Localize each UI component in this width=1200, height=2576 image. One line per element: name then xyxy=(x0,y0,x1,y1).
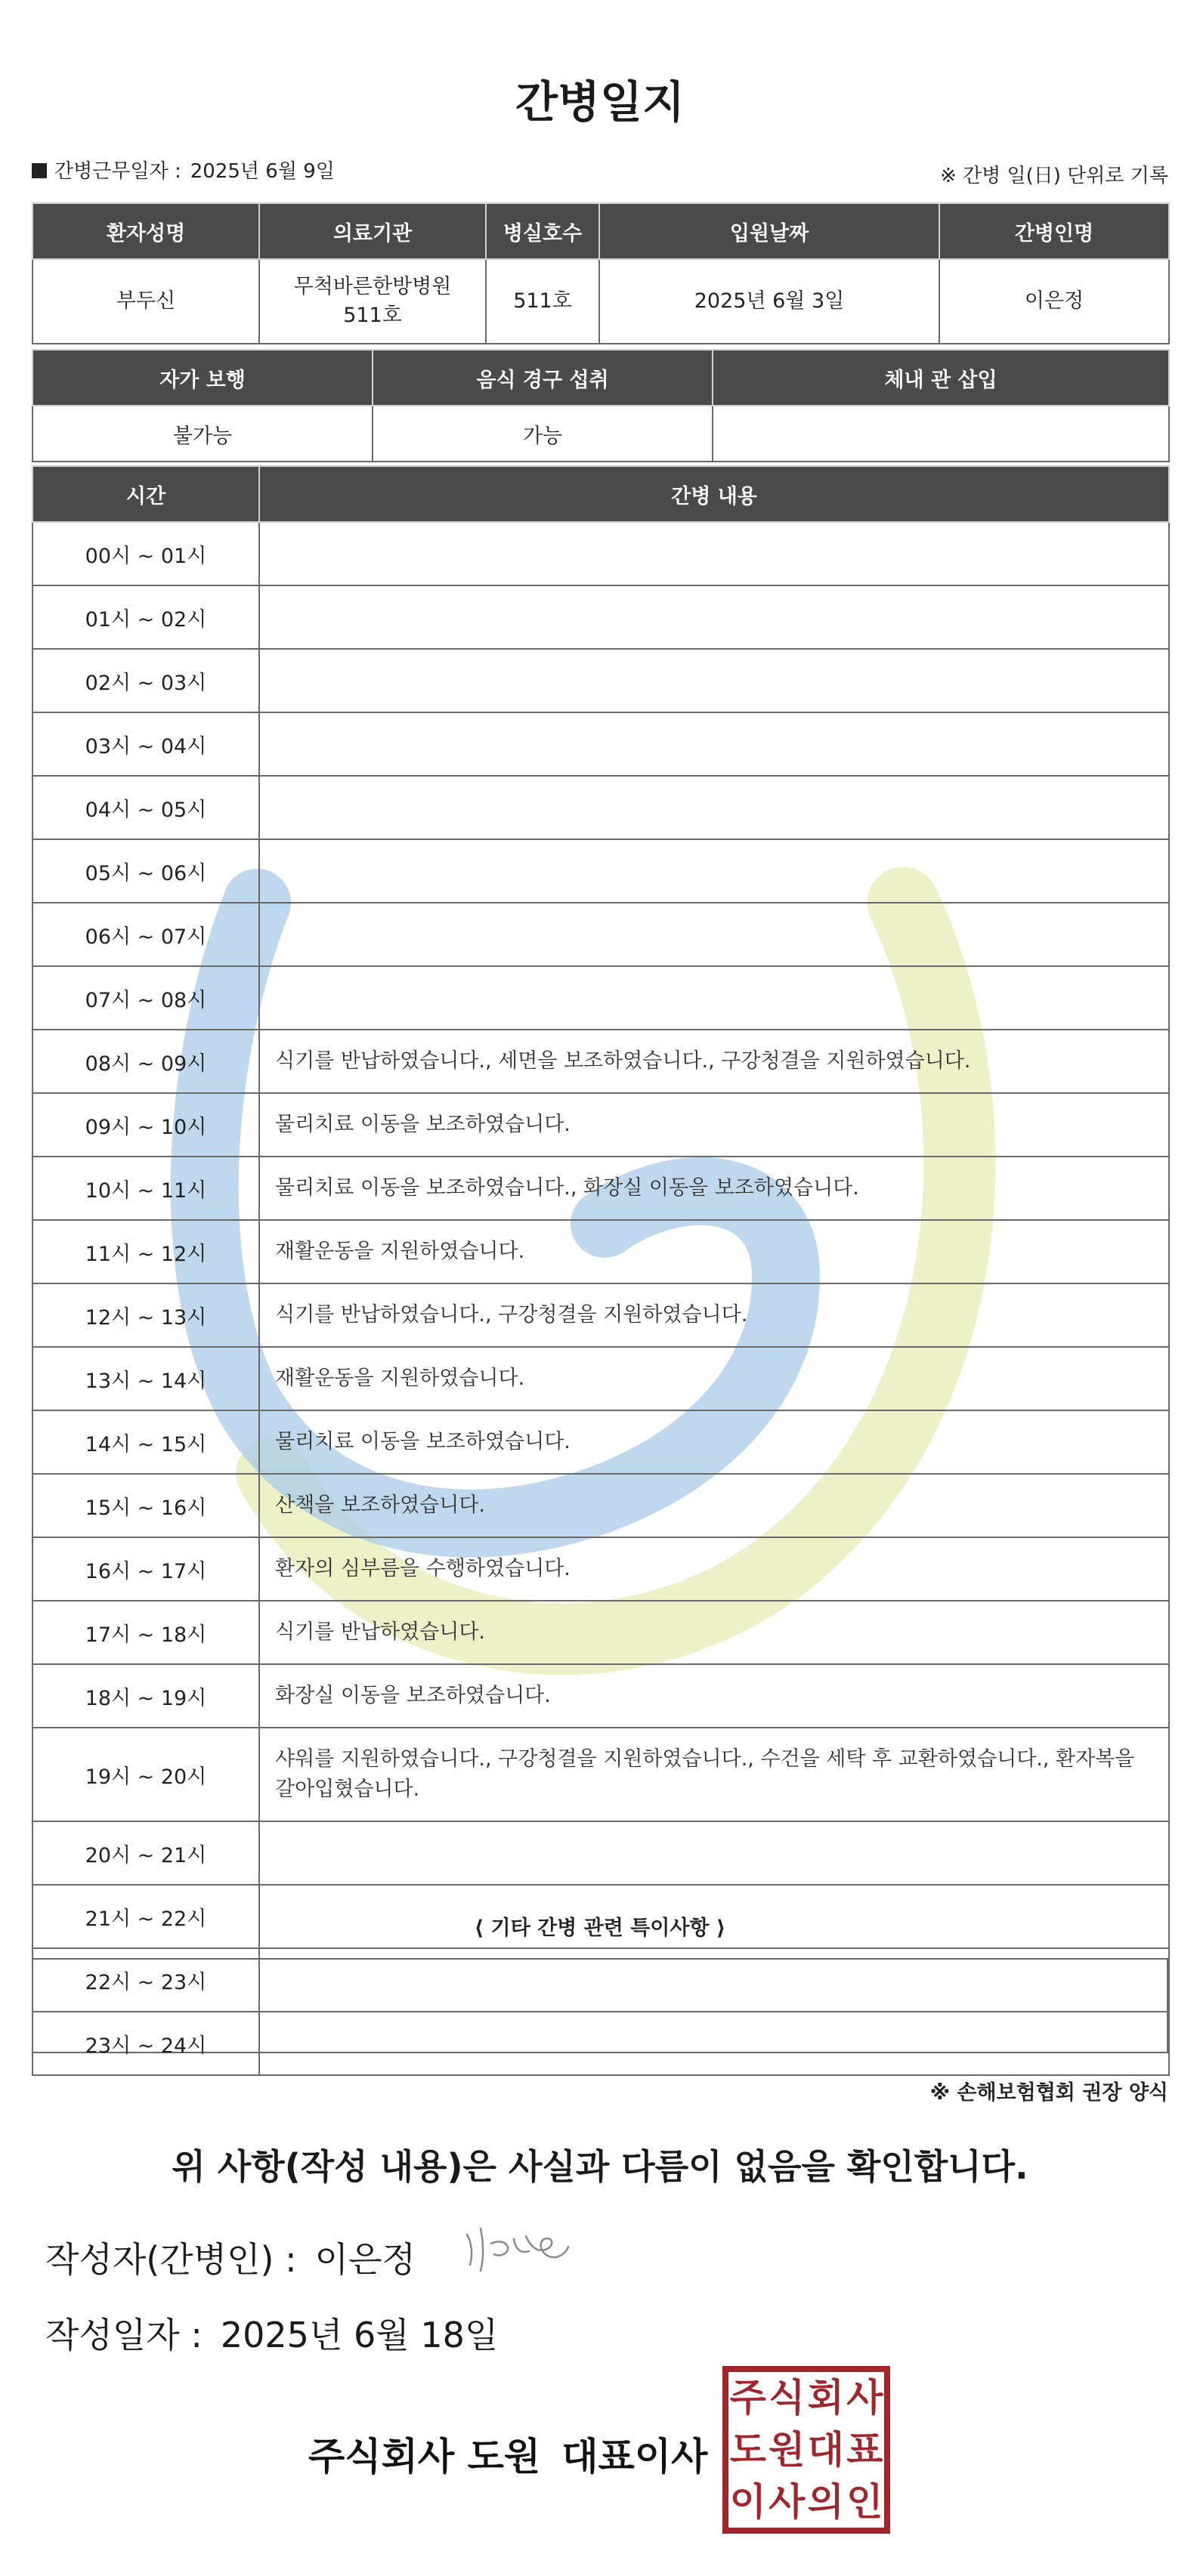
table-row xyxy=(32,649,1169,712)
header-oral-intake: 음식 경구 섭취 xyxy=(373,350,713,406)
seal-char: 인 xyxy=(846,2479,883,2524)
written-date-line xyxy=(45,2308,498,2358)
notes-title: ⟨ 기타 간병 관련 특이사항 ⟩ xyxy=(474,1917,726,1940)
seal-char: 사 xyxy=(846,2375,883,2420)
seal-char: 도 xyxy=(729,2426,766,2472)
table-row xyxy=(32,2012,1169,2075)
patient-name: 부두신 xyxy=(32,259,259,344)
table-row xyxy=(32,1728,1169,1821)
care-content-cell: 재활운동을 지원하였습니다. xyxy=(259,1220,1169,1283)
confirmation-statement: 위 사항(작성 내용)은 사실과 다름이 없음을 확인합니다. xyxy=(172,2146,1028,2187)
seal-char: 식 xyxy=(769,2375,806,2420)
care-content-cell xyxy=(259,903,1169,966)
hospital-name: 무척바른한방병원 511호 xyxy=(259,259,486,344)
table-row xyxy=(32,1220,1169,1283)
time-cell: 23시 ~ 24시 xyxy=(32,2012,259,2075)
time-cell: 22시 ~ 23시 xyxy=(32,1948,259,2012)
source-note: ※ 손해보험협회 권장 양식 xyxy=(929,2081,1168,2105)
table-row xyxy=(32,1030,1169,1093)
care-content-cell: 식기를 반납하였습니다., 세면을 보조하였습니다., 구강청결을 지원하였습니다. xyxy=(259,1030,1169,1093)
time-cell: 17시 ~ 18시 xyxy=(32,1601,259,1664)
header-patient-name: 환자성명 xyxy=(32,203,259,259)
table-row xyxy=(32,1157,1169,1220)
care-content-cell: 재활운동을 지원하였습니다. xyxy=(259,1347,1169,1410)
written-date-value: 2025년 6월 18일 xyxy=(220,2315,499,2355)
time-cell: 19시 ~ 20시 xyxy=(32,1728,259,1821)
tube-insertion-value xyxy=(713,406,1169,462)
company-title: 대표이사 xyxy=(561,2435,708,2479)
care-content-cell xyxy=(259,839,1169,903)
care-content-cell: 식기를 반납하였습니다., 구강청결을 지원하였습니다. xyxy=(259,1283,1169,1347)
time-cell: 05시 ~ 06시 xyxy=(32,839,259,903)
care-content-cell: 물리치료 이동을 보조하였습니다., 화장실 이동을 보조하였습니다. xyxy=(259,1157,1169,1220)
writer-line xyxy=(45,2232,416,2282)
work-date xyxy=(32,156,335,184)
company-line xyxy=(308,2426,707,2481)
table-row xyxy=(32,1885,1169,1948)
time-cell: 15시 ~ 16시 xyxy=(32,1474,259,1537)
time-cell: 14시 ~ 15시 xyxy=(32,1410,259,1474)
time-cell: 12시 ~ 13시 xyxy=(32,1283,259,1347)
table-row xyxy=(32,903,1169,966)
writer-name: 이은정 xyxy=(314,2239,416,2280)
company-seal-stamp xyxy=(722,2366,890,2534)
seal-char: 주 xyxy=(729,2375,766,2420)
care-content-cell xyxy=(259,522,1169,585)
caregiver-name: 이은정 xyxy=(939,259,1169,344)
table-row xyxy=(32,1537,1169,1601)
time-cell: 18시 ~ 19시 xyxy=(32,1664,259,1728)
seal-char: 표 xyxy=(846,2426,883,2472)
time-cell: 06시 ~ 07시 xyxy=(32,903,259,966)
seal-char: 의 xyxy=(807,2479,844,2524)
time-cell: 10시 ~ 11시 xyxy=(32,1157,259,1220)
header-caregiver-name: 간병인명 xyxy=(939,203,1169,259)
document-title: 간병일지 xyxy=(515,76,685,128)
care-content-cell xyxy=(259,585,1169,649)
table-row xyxy=(32,1093,1169,1157)
care-content-cell xyxy=(259,2012,1169,2075)
care-content-cell xyxy=(259,1948,1169,2012)
header-room: 병실호수 xyxy=(486,203,599,259)
care-content-cell xyxy=(259,1885,1169,1948)
square-bullet-icon xyxy=(32,163,47,178)
time-cell: 02시 ~ 03시 xyxy=(32,649,259,712)
seal-char: 원 xyxy=(769,2426,806,2472)
table-row xyxy=(32,839,1169,903)
handwritten-signature xyxy=(461,2221,574,2281)
table-row xyxy=(32,776,1169,839)
seal-char: 회 xyxy=(807,2375,844,2420)
header-tube-insertion: 체내 관 삽입 xyxy=(713,350,1169,406)
care-content-cell xyxy=(259,776,1169,839)
time-cell: 08시 ~ 09시 xyxy=(32,1030,259,1093)
care-content-cell: 물리치료 이동을 보조하였습니다. xyxy=(259,1093,1169,1157)
time-cell: 03시 ~ 04시 xyxy=(32,712,259,776)
admission-date: 2025년 6월 3일 xyxy=(599,259,939,344)
oral-intake-value: 가능 xyxy=(373,406,713,462)
care-content-cell: 화장실 이동을 보조하였습니다. xyxy=(259,1664,1169,1728)
table-row xyxy=(32,966,1169,1030)
time-cell: 16시 ~ 17시 xyxy=(32,1537,259,1601)
table-row xyxy=(32,1664,1169,1728)
header-hospital: 의료기관 xyxy=(259,203,486,259)
time-cell: 04시 ~ 05시 xyxy=(32,776,259,839)
table-row xyxy=(32,1283,1169,1347)
status-table xyxy=(32,349,1170,462)
care-content-cell: 물리치료 이동을 보조하였습니다. xyxy=(259,1410,1169,1474)
table-row xyxy=(32,585,1169,649)
time-cell: 13시 ~ 14시 xyxy=(32,1347,259,1410)
care-content-cell xyxy=(259,649,1169,712)
header-care-content: 간병 내용 xyxy=(259,466,1169,522)
written-date-label: 작성일자 : xyxy=(45,2315,203,2355)
table-row xyxy=(32,712,1169,776)
seal-char: 사 xyxy=(769,2479,806,2524)
work-date-label: 간병근무일자 : xyxy=(54,160,181,183)
table-row xyxy=(32,1948,1169,2012)
header-self-walking: 자가 보행 xyxy=(32,350,373,406)
time-cell: 21시 ~ 22시 xyxy=(32,1885,259,1948)
seal-char: 이 xyxy=(729,2479,766,2524)
seal-char: 대 xyxy=(807,2426,844,2472)
table-row xyxy=(32,1347,1169,1410)
time-cell: 07시 ~ 08시 xyxy=(32,966,259,1030)
self-walking-value: 불가능 xyxy=(32,406,373,462)
patient-table xyxy=(32,202,1170,344)
table-row xyxy=(32,1410,1169,1474)
time-cell: 01시 ~ 02시 xyxy=(32,585,259,649)
care-content-cell xyxy=(259,966,1169,1030)
table-row xyxy=(32,1601,1169,1664)
header-admission-date: 입원날짜 xyxy=(599,203,939,259)
care-content-cell: 식기를 반납하였습니다. xyxy=(259,1601,1169,1664)
care-log-table xyxy=(32,465,1170,2076)
table-row xyxy=(32,1821,1169,1885)
company-name: 주식회사 도원 xyxy=(308,2435,541,2479)
time-cell: 11시 ~ 12시 xyxy=(32,1220,259,1283)
time-cell: 00시 ~ 01시 xyxy=(32,522,259,585)
table-row xyxy=(32,1474,1169,1537)
time-cell: 09시 ~ 10시 xyxy=(32,1093,259,1157)
room-number: 511호 xyxy=(486,259,599,344)
record-note: ※ 간병 일(日) 단위로 기록 xyxy=(939,165,1168,187)
care-content-cell xyxy=(259,712,1169,776)
table-row xyxy=(32,522,1169,585)
header-time: 시간 xyxy=(32,466,259,522)
care-content-cell: 샤워를 지원하였습니다., 구강청결을 지원하였습니다., 수건을 세탁 후 교환하였습니다., 환자복을 갈아입혔습니다. xyxy=(259,1728,1169,1821)
care-content-cell: 환자의 심부름을 수행하였습니다. xyxy=(259,1537,1169,1601)
time-cell: 20시 ~ 21시 xyxy=(32,1821,259,1885)
work-date-value: 2025년 6월 9일 xyxy=(190,160,335,183)
care-content-cell: 산책을 보조하였습니다. xyxy=(259,1474,1169,1537)
care-content-cell xyxy=(259,1821,1169,1885)
writer-label: 작성자(간병인) : xyxy=(45,2239,297,2280)
